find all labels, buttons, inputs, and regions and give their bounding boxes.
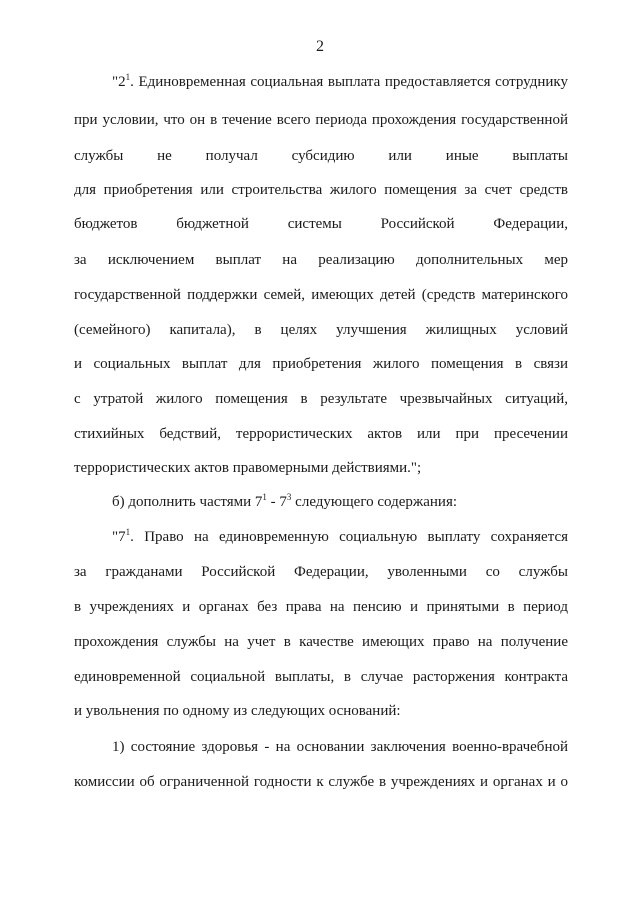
text-line: прохождения службы на учет в качестве имеющих право на получение (74, 634, 568, 650)
text-line: бюджетов бюджетной системы Российской Федерации, (74, 216, 568, 232)
text-line: 1) состояние здоровья - на основании заключения военно-врачебной (112, 739, 568, 755)
text-line: с утратой жилого помещения в результате чрезвычайных ситуаций, (74, 391, 568, 407)
text-line: государственной поддержки семей, имеющих детей (средств материнского (74, 287, 568, 303)
text-line: комиссии об ограниченной годности к службе в учреждениях и органах и о (74, 774, 568, 790)
page-number: 2 (316, 38, 324, 55)
text-line: "$7^1$. Право на единовременную социальную выплату сохраняется (112, 527, 568, 545)
text-line: единовременной социальной выплаты, в случае расторжения контракта (74, 669, 568, 685)
text-line: при условии, что он в течение всего периода прохождения государственной (74, 112, 568, 128)
text-line: за гражданами Российской Федерации, уволенными со службы (74, 564, 568, 580)
text-line: "$2^1$. Единовременная социальная выплата предоставляется сотруднику (112, 72, 568, 90)
text-line: б) дополнить частями $7^1 - 7^3$ следующего содержания: (112, 492, 458, 510)
text-line: за исключением выплат на реализацию дополнительных мер (74, 252, 568, 268)
text-line: службы не получал субсидию или иные выплаты (74, 148, 568, 164)
text-line: (семейного) капитала), в целях улучшения жилищных условий (74, 322, 568, 338)
text-line: террористических актов правомерными действиями."; (74, 460, 422, 476)
text-line: и увольнения по одному из следующих оснований: (74, 703, 401, 719)
text-line: для приобретения или строительства жилого помещения за счет средств (74, 182, 568, 198)
text-line: стихийных бедствий, террористических актов или при пресечении (74, 426, 568, 442)
text-line: и социальных выплат для приобретения жилого помещения в связи (74, 356, 568, 372)
text-line: в учреждениях и органах без права на пенсию и принятыми в период (74, 599, 568, 615)
